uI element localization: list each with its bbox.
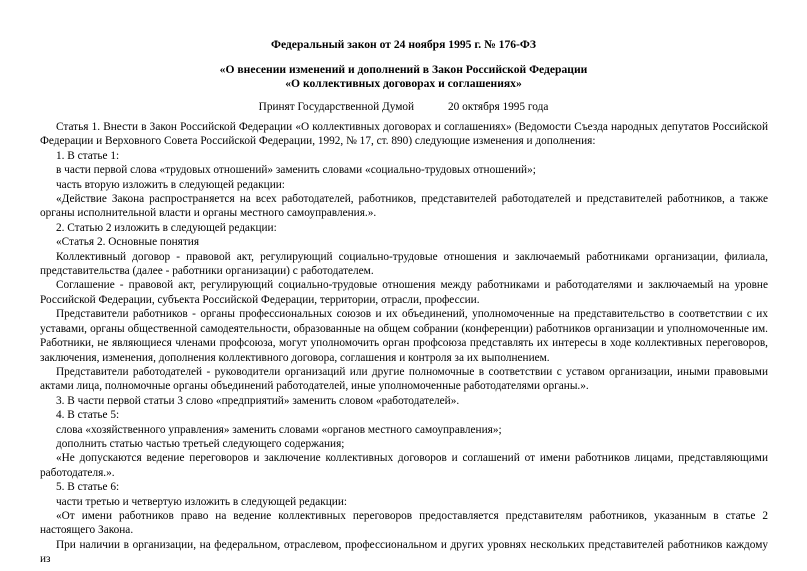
law-subtitle-line1: «О внесении изменений и дополнений в Закон Российской Федерации bbox=[219, 63, 588, 76]
paragraph: 3. В части первой статьи 3 слово «предприятий» заменить словом «работодателей». bbox=[56, 394, 460, 407]
paragraph: дополнить статью частью третьей следующего содержания; bbox=[56, 437, 345, 450]
paragraph: части третью и четвертую изложить в следующей редакции: bbox=[56, 495, 347, 508]
paragraph: часть вторую изложить в следующей редакции: bbox=[56, 178, 285, 191]
paragraph: Представители работодателей - руководители организаций или другие полномочные в соответствии с уставом организации, иными правовыми актами лица, полномочные органы объединений работодателей, иные уполномоченные работодателями органы.». bbox=[40, 365, 768, 393]
law-subtitle-line2: «О коллективных договорах и соглашениях» bbox=[285, 77, 522, 90]
paragraph: слова «хозяйственного управления» заменить словами «органов местного самоуправления»; bbox=[56, 423, 502, 436]
paragraph: 4. В статье 5: bbox=[56, 409, 120, 422]
paragraph: «Не допускаются ведение переговоров и заключение коллективных договоров и соглашений от имени работников лицами, представляющими работодателя.». bbox=[40, 452, 768, 479]
paragraph: «От имени работников право на ведение коллективных переговоров предоставляется представителям работников, указанным в статье 2 настоящего Закона. bbox=[40, 509, 768, 537]
paragraph: Статья 1. Внести в Закон Российской Федерации «О коллективных договорах и соглашениях» (Ведомости Съезда народных депутатов Российской Федерации и Верховного Совета Российской Федерации, 1992, № 17, ст. 890) следующие изменения и дополнения: bbox=[40, 121, 768, 148]
paragraph: При наличии в организации, на федеральном, отраслевом, профессиональном и других уровнях нескольких представителей работников каждому из bbox=[40, 538, 768, 566]
paragraph: «Действие Закона распространяется на всех работодателей, работников, представителей работодателей и представителей работников, а также органы исполнительной власти и органы местного самоуправления.». bbox=[40, 193, 768, 220]
paragraph: 1. В статье 1: bbox=[56, 149, 120, 162]
document-body bbox=[40, 120, 768, 567]
law-title: Федеральный закон от 24 ноября 1995 г. № 176-ФЗ bbox=[270, 38, 536, 51]
paragraph: «Статья 2. Основные понятия bbox=[56, 236, 200, 249]
paragraph: Представители работников - органы профессиональных союзов и их объединений, уполномоченные на представительство в соответствии с их уставами, органы общественной самодеятельности, образованные на общем собрании (конференции) работников организации и уполномоченные им. Работники, не являющиеся членами профсоюза, могут уполномочить орган профсоюза представлять их интересы в ходе коллективных переговоров, заключения, изменения, дополнения коллективного договора, соглашения и контроля за их выполнением. bbox=[40, 308, 768, 364]
paragraph: 5. В статье 6: bbox=[56, 481, 120, 494]
paragraph: в части первой слова «трудовых отношений» заменить словами «социально-трудовых отношений»; bbox=[56, 164, 536, 177]
paragraph: 2. Статью 2 изложить в следующей редакции: bbox=[56, 221, 277, 234]
adoption-line: Принят Государственной Думой 20 октября 1995 года bbox=[258, 101, 549, 113]
paragraph: Соглашение - правовой акт, регулирующий социально-трудовые отношения между работниками и работодателями и заключаемый на уровне Российской Федерации, субъекта Российской Федерации, территории, отрасли, профессии. bbox=[40, 279, 768, 306]
paragraph: Коллективный договор - правовой акт, регулирующий социально-трудовые отношения и заключаемый работниками организации, филиала, представительства (далее - работники организации) с работодателем. bbox=[40, 250, 768, 278]
